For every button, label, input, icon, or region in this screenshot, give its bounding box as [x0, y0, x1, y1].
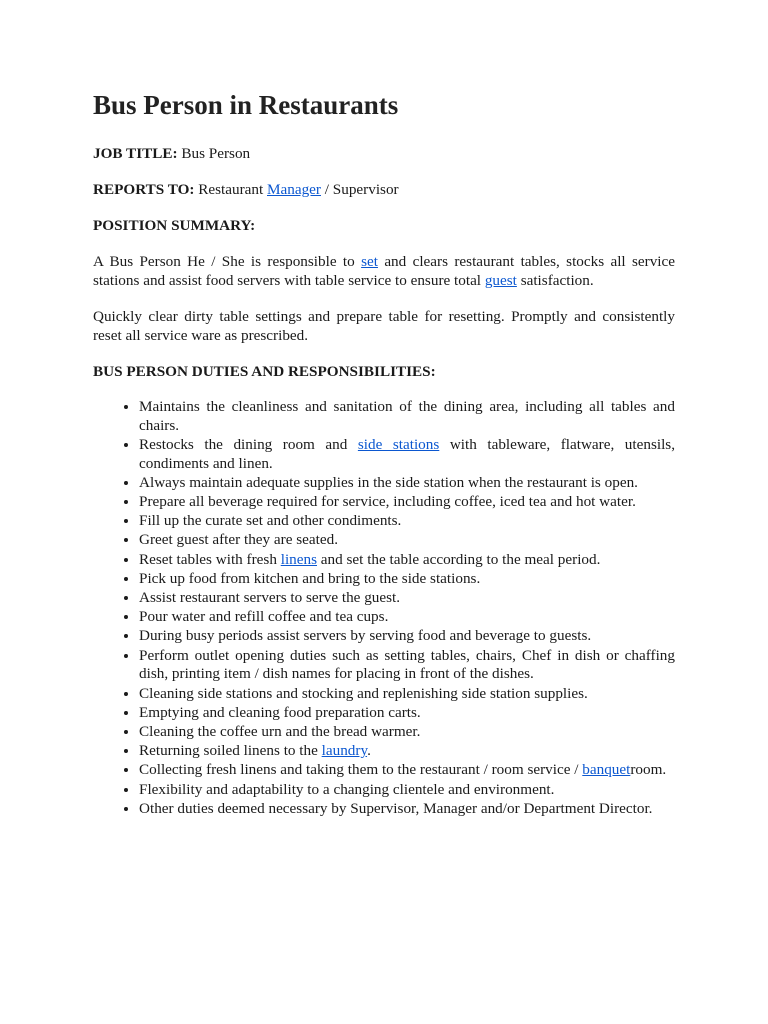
list-item: • During busy periods assist servers by serving food and beverage to guests. [139, 627, 675, 646]
list-item-text: Reset tables with fresh [139, 550, 281, 568]
list-item: • Greet guest after they are seated. [139, 531, 675, 550]
laundry-link[interactable]: laundry [321, 742, 368, 760]
list-item-text: with tableware, flatware, utensils, condiments and linen. [139, 435, 676, 472]
list-item: • Always maintain adequate supplies in the side station when the restaurant is open. [139, 474, 675, 493]
list-item: • Pick up food from kitchen and bring to the side stations. [139, 570, 675, 589]
set-link[interactable]: set [361, 253, 378, 270]
guest-link[interactable]: guest [484, 272, 517, 289]
list-item-text: Returning soiled linens to the [139, 742, 322, 760]
list-item-text: Restocks the dining room and [139, 435, 358, 453]
duties-heading: BUS PERSON DUTIES AND RESPONSIBILITIES: [93, 363, 436, 380]
list-item: • Cleaning the coffee urn and the bread warmer. [139, 723, 675, 742]
job-title-line [93, 144, 675, 163]
reports-to-line [93, 180, 675, 199]
position-summary-heading: POSITION SUMMARY: [93, 217, 256, 234]
list-item: • Maintains the cleanliness and sanitation of the dining area, including all tables and chairs. [139, 398, 675, 435]
list-item: • Flexibility and adaptability to a changing clientele and environment. [139, 781, 675, 800]
list-item-text: Collecting fresh linens and taking them to the restaurant / room service / [139, 761, 583, 779]
page-title: Bus Person in Restaurants [93, 90, 399, 120]
reports-to-label: REPORTS TO: [93, 181, 195, 198]
banquet-link[interactable]: banquet [582, 761, 631, 779]
side-stations-link[interactable]: side stations [357, 435, 440, 453]
summary-paragraph-2: Quickly clear dirty table settings and prepare table for resetting. Promptly and consistently reset all service ware as prescribed. [93, 308, 675, 344]
list-item: • Cleaning side stations and stocking and replenishing side station supplies. [139, 685, 675, 704]
list-item: • Pour water and refill coffee and tea cups. [139, 608, 675, 627]
job-title-label: JOB TITLE: [93, 145, 178, 162]
list-item: • Prepare all beverage required for service, including coffee, iced tea and hot water. [139, 493, 675, 512]
list-item [139, 761, 675, 780]
list-item: • Assist restaurant servers to serve the guest. [139, 589, 675, 608]
duties-list [93, 398, 675, 818]
list-item-text: and set the table according to the meal period. [317, 550, 601, 568]
list-item [139, 742, 675, 761]
linens-link[interactable]: linens [280, 550, 317, 568]
list-item: • Other duties deemed necessary by Supervisor, Manager and/or Department Director. [139, 800, 675, 819]
list-item [139, 436, 675, 473]
list-item: • Fill up the curate set and other condiments. [139, 512, 675, 531]
reports-to-post: / Supervisor [320, 181, 399, 198]
list-item: • Emptying and cleaning food preparation carts. [139, 704, 675, 723]
list-item [139, 551, 675, 570]
list-item-text: . [367, 742, 371, 760]
summary-text-b: and clears restaurant tables, stocks all service stations and assist food servers with table service to ensure total [93, 253, 676, 289]
summary-paragraph-1 [93, 252, 675, 290]
document-page [93, 88, 675, 819]
summary-text-a: A Bus Person He / She is responsible to [93, 253, 362, 270]
manager-link[interactable]: Manager [267, 181, 321, 198]
job-title-value: Bus Person [177, 145, 251, 162]
reports-to-pre: Restaurant [194, 181, 267, 198]
summary-text-c: satisfaction. [516, 272, 594, 289]
list-item-text: room. [630, 761, 667, 779]
list-item: • Perform outlet opening duties such as setting tables, chairs, Chef in dish or chaffing dish, printing item / dish names for placing in front of the dishes. [139, 647, 675, 684]
